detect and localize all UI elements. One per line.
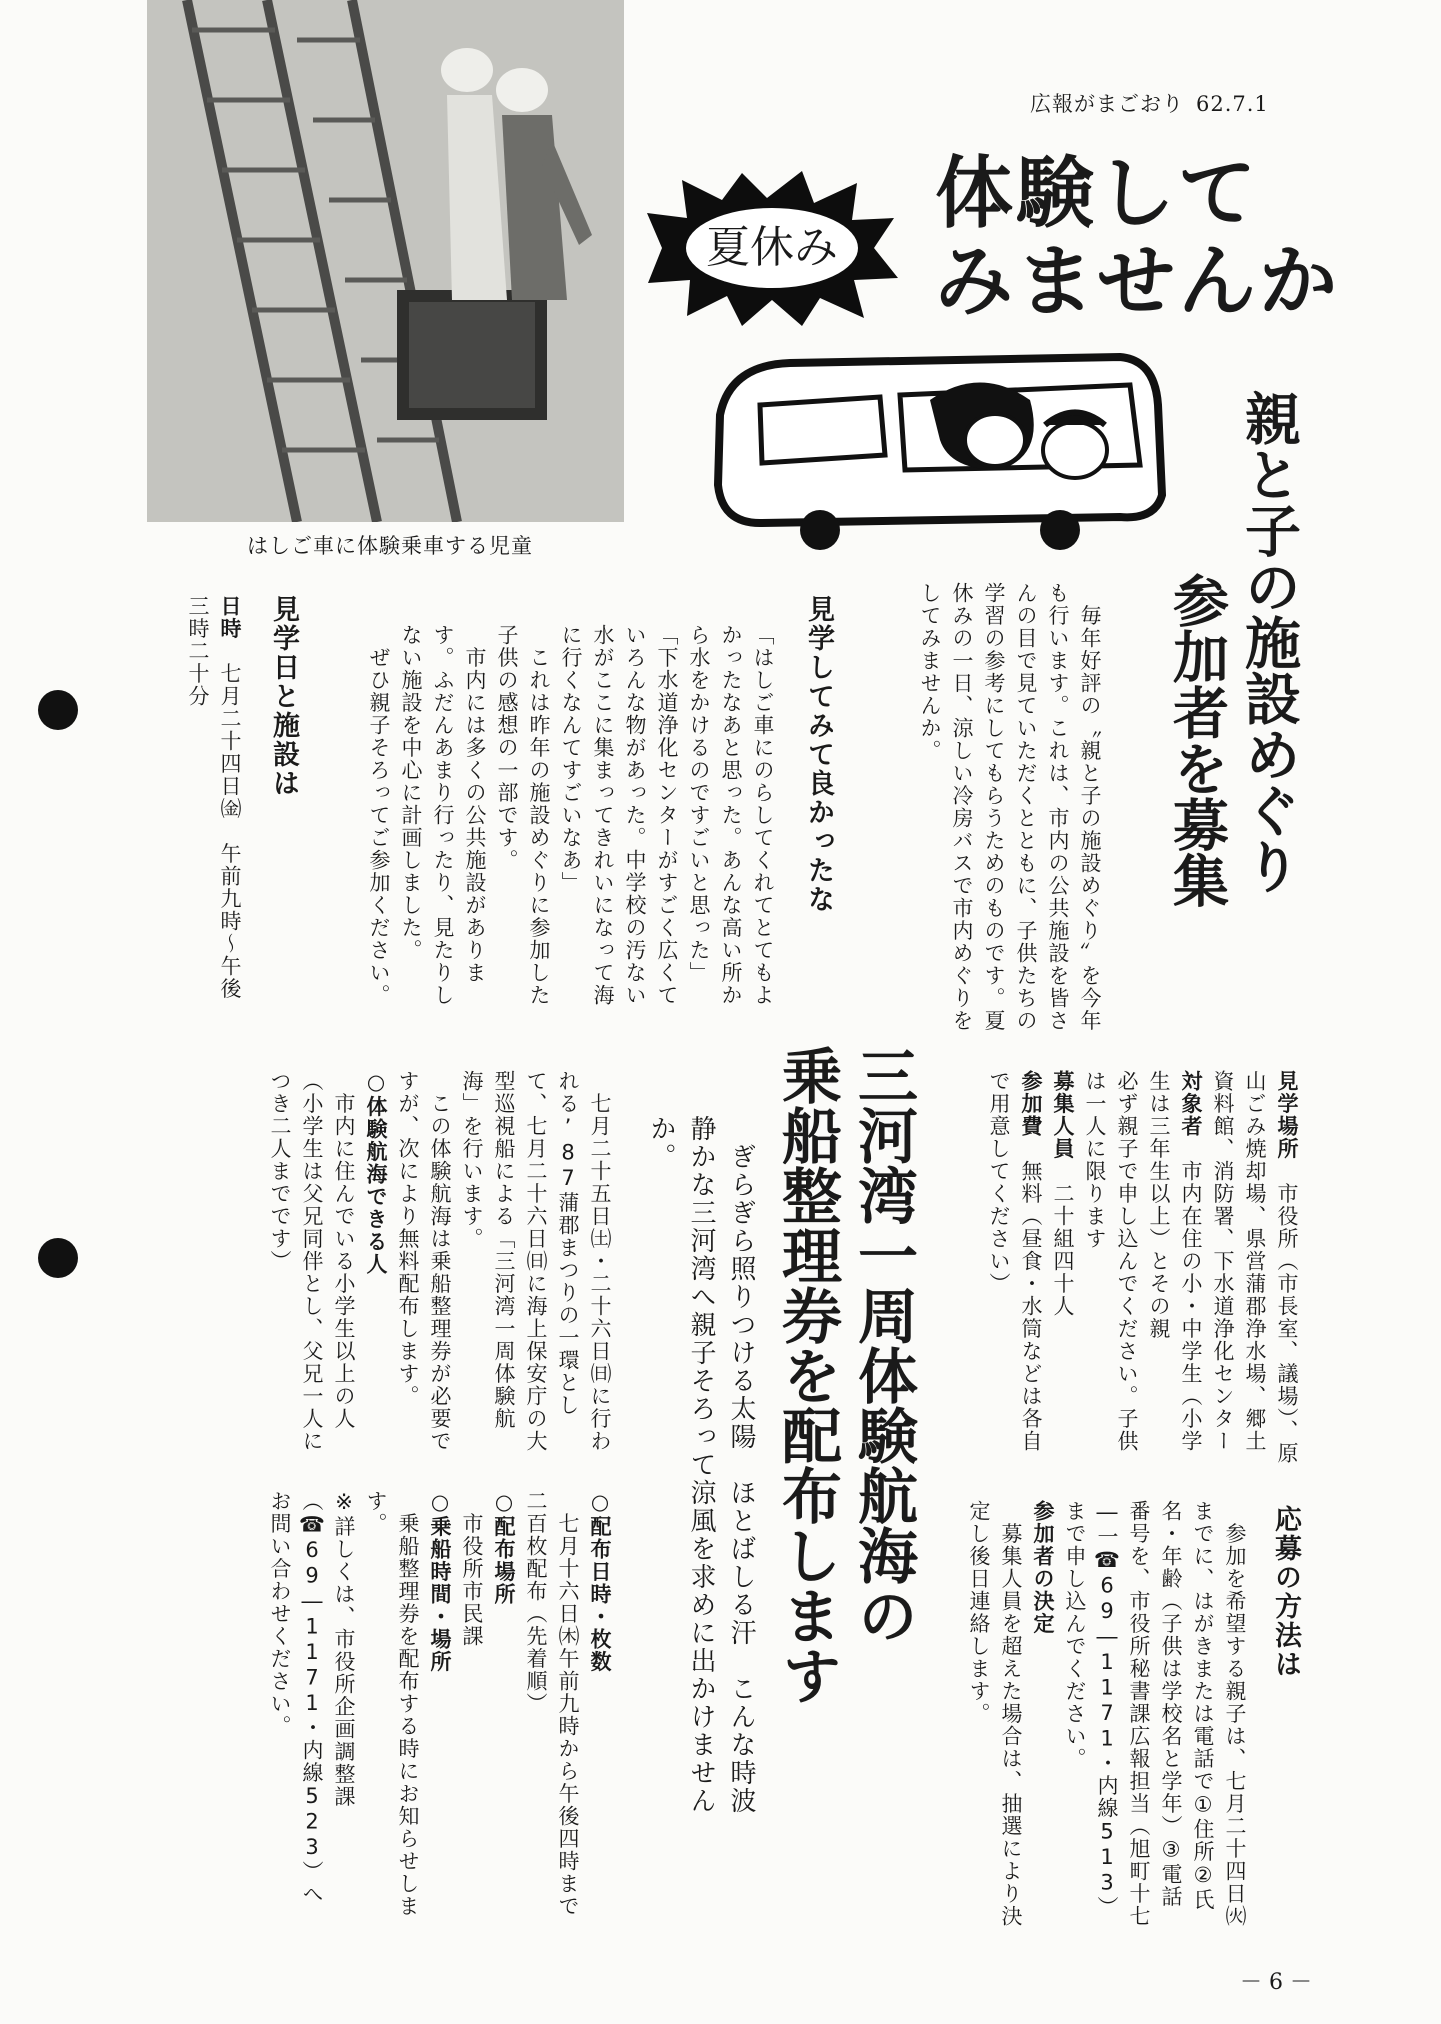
board-label: ○乗船時間・場所	[428, 1490, 452, 1673]
capacity-label: 募集人員	[1051, 1070, 1075, 1160]
target-value: 市内在住の小・中学生（小学生は三年生以上）とその親	[1147, 1070, 1203, 1453]
decision-label: 参加者の決定	[1031, 1500, 1055, 1635]
article2-body2: この体験航海は乗船整理券が必要ですが、次により無料配布します。	[396, 1070, 452, 1453]
decision-text: 募集人員を超えた場合は、抽選により決定し後日連絡します。	[967, 1500, 1023, 1928]
article2-lead: ぎらぎら照りつける太陽 ほとばしる汗 こんな時波静かな三河湾へ親子そろって涼風を求めに出かけませんか。	[646, 1115, 756, 1815]
who-label: ○体験航海できる人	[364, 1070, 388, 1276]
hero-title	[935, 150, 1340, 326]
fee-label: 参加費	[1019, 1070, 1043, 1138]
apply-body	[963, 1500, 1251, 1930]
page-number: － 6 －	[1240, 1970, 1312, 1995]
board-body: 乗船整理券を配布する時にお知らせします。	[364, 1490, 420, 1918]
who-body: 市内に住んでいる小学生以上の人（小学生は父兄同伴とし、父兄一人につき二人までです）	[268, 1070, 356, 1453]
dist-place-body: 市役所市民課	[460, 1490, 484, 1648]
capacity-value: 二十組四十人	[1051, 1160, 1075, 1318]
binder-hole-top	[38, 690, 78, 730]
dist-body: 七月十六日㈭午前九時から午後四時まで二百枚配布（先着順）	[524, 1490, 580, 1918]
section-good-para-5: ぜひ親子そろってご参加ください。	[367, 624, 391, 1007]
publication-header	[1030, 88, 1269, 118]
section-good-para-3: これは昨年の施設めぐりに参加した子供の感想の一部です。	[495, 624, 551, 1007]
article1-details	[983, 1070, 1303, 1470]
article1-intro: 毎年好評の〝親と子の施設めぐり〟を今年も行います。これは、市内の公共施設を皆さんの目で見ていただくとともに、子供たちの学習の参考にしてもらうためのものです。夏休みの一日、涼しい冷房バスで市内めぐりをしてみませんか。	[918, 582, 1102, 1032]
fire-ladder-truck-photo	[147, 0, 624, 522]
section-good-para-1: 「はしご車にのらしてくれてとてもよかったなあと思った。あんな高い所から水をかけるのですごいと思った」	[687, 624, 775, 1007]
article2-title-line2: 乗船整理券を配布します	[772, 1045, 842, 1705]
badge-label: 夏休み	[706, 222, 838, 273]
section-good-para-4: 市内には多くの公共施設があります。ふだんあまり行ったり、見たりしない施設を中心に計画しました。	[399, 624, 487, 1007]
target-note: 必ず親子で申し込んでください。子供は一人に限ります	[1083, 1070, 1139, 1453]
section-good-body	[363, 624, 779, 1024]
fee-value: 無料（昼食・水筒などは各自で用意してください）	[987, 1070, 1043, 1453]
article2-body-lower	[264, 1490, 616, 1920]
dist-place-label: ○配布場所	[492, 1490, 516, 1606]
date-value: 七月二十四日㈮ 午前九時～午後三時二十分	[186, 595, 242, 1000]
article2-body-upper	[264, 1070, 616, 1455]
section-good-heading: 見学してみて良かったな	[803, 595, 834, 914]
bus-illustration	[700, 345, 1170, 550]
place-label: 見学場所	[1275, 1070, 1299, 1160]
article1-title-line2: 参加者を募集	[1164, 572, 1229, 908]
date-label: 日時	[218, 595, 242, 640]
section-good-para-2: 「下水道浄化センターがすごく広くていろんな物があった。中学校の汚ない水がここに集まってきれいになって海に行くなんてすごいなあ」	[559, 624, 679, 1007]
article2-title-line1: 三河湾一周体験航海の	[848, 1045, 918, 1645]
article2-body1: 七月二十五日㈯・二十六日㈰に行われる’87蒲郡まつりの一環として、七月二十六日㈰に海上保安庁の大型巡視船による「三河湾一周体験航海」を行います。	[460, 1070, 612, 1453]
hero-title-line2: みませんか	[935, 237, 1341, 327]
section-date-body	[182, 595, 246, 1010]
target-label: 対象者	[1179, 1070, 1203, 1138]
hero-title-line1: 体験して	[935, 149, 1260, 239]
section-date-heading: 見学日と施設は	[268, 595, 299, 798]
publication-name: 広報がまごおり	[1030, 92, 1184, 116]
contact-note: ※詳しくは、市役所企画調整課（☎69―1171・内線523）へお問い合わせください。	[268, 1490, 356, 1906]
summer-badge	[642, 168, 902, 328]
dist-label: ○配布日時・枚数	[588, 1490, 612, 1673]
binder-hole-bottom	[38, 1238, 78, 1278]
article1-title-line1: 親と子の施設めぐり	[1236, 390, 1301, 894]
apply-heading: 応募の方法は	[1270, 1505, 1301, 1679]
photo-caption: はしご車に体験乗車する児童	[247, 534, 533, 558]
apply-text: 参加を希望する親子は、七月二十四日㈫までに、はがきまたは電話で①住所②氏名・年齢（子供は学校名と学年）③電話番号を、市役所秘書課広報担当（旭町十七―一☎69―1171・内線513）まで申し込んでください。	[1063, 1500, 1247, 1928]
publication-date: 62.7.1	[1196, 92, 1269, 116]
place-value: 市役所（市長室、議場）、原山ごみ焼却場、県営蒲郡浄水場、郷土資料館、消防署、下水道浄化センター	[1211, 1070, 1299, 1465]
